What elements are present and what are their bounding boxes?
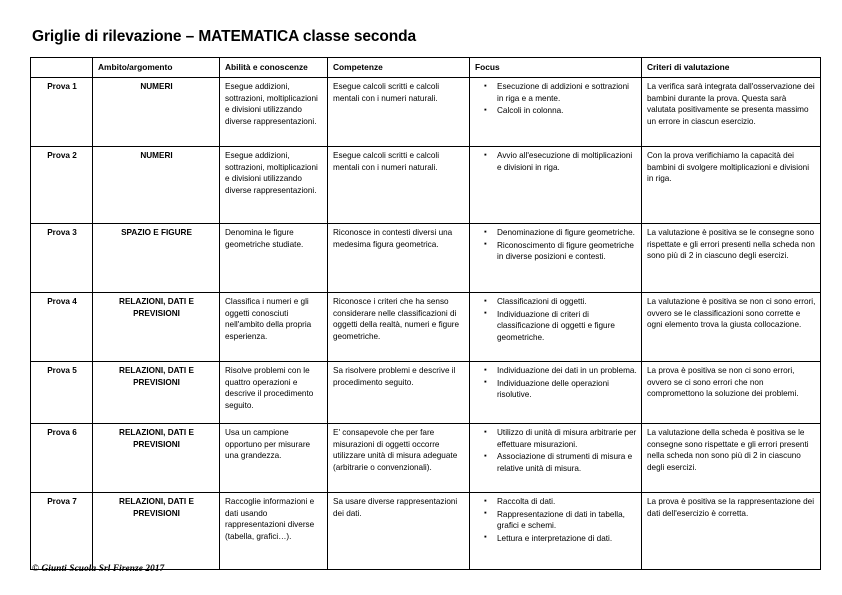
cell-text: Sa risolvere problemi e descrive il procedimento seguito. xyxy=(333,366,456,387)
table-row xyxy=(31,78,821,147)
focus-list xyxy=(475,150,637,173)
cell-text: La valutazione della scheda è positiva se le consegne sono rispettate e gli errori presenti nella scheda non sono più di 2 in ciascuno degli esercizi. xyxy=(647,428,809,472)
cell-criteri xyxy=(642,147,821,224)
cell-abilita xyxy=(220,78,328,147)
page-title: Griglie di rilevazione – MATEMATICA classe seconda xyxy=(32,28,417,45)
column-header-abilita: Abilità e conoscenze xyxy=(220,58,328,78)
focus-list xyxy=(475,296,637,344)
cell-text: Esegue addizioni, sottrazioni, moltiplicazioni e divisioni utilizzando diverse rappresentazioni. xyxy=(225,82,318,126)
list-item: ▪ Rappresentazione di dati in tabella, grafici e schemi. xyxy=(497,509,637,532)
table-row xyxy=(31,424,821,493)
cell-focus xyxy=(470,424,642,493)
cell-competenze xyxy=(328,147,470,224)
cell-focus xyxy=(470,224,642,293)
cell-text: Classifica i numeri e gli oggetti conosciuti nell'ambito della propria esperienza. xyxy=(225,297,312,341)
cell-text: E' consapevole che per fare misurazioni di oggetti occorre utilizzare unità di misura adeguate (arbitrarie o convenzionali). xyxy=(333,428,458,472)
cell-ambito: RELAZIONI, DATI E PREVISIONI xyxy=(93,493,220,570)
list-item: ▪ Riconoscimento di figure geometriche in diverse posizioni e contesti. xyxy=(497,240,637,263)
cell-text: Esegue calcoli scritti e calcoli mentali con i numeri naturali. xyxy=(333,82,440,103)
cell-text: Esegue calcoli scritti e calcoli mentali con i numeri naturali. xyxy=(333,151,440,172)
table-row xyxy=(31,224,821,293)
cell-text: Esegue addizioni, sottrazioni, moltiplicazioni e divisioni utilizzando diverse rappresentazioni. xyxy=(225,151,318,195)
list-item: ▪ Calcoli in colonna. xyxy=(497,105,637,117)
cell-abilita xyxy=(220,147,328,224)
list-item: ▪ Utilizzo di unità di misura arbitrarie per effettuare misurazioni. xyxy=(497,427,637,450)
table-header-row xyxy=(31,58,821,78)
cell-prova: Prova 6 xyxy=(31,424,93,493)
cell-ambito: NUMERI xyxy=(93,78,220,147)
cell-text: La prova è positiva se la rappresentazione dei dati dell'esercizio è corretta. xyxy=(647,497,815,518)
footer-copyright: © Giunti Scuola Srl Firenze 2017 xyxy=(32,563,165,573)
column-header-focus: Focus xyxy=(470,58,642,78)
list-item: ▪ Denominazione di figure geometriche. xyxy=(497,227,637,239)
column-header-criteri: Criteri di valutazione xyxy=(642,58,821,78)
cell-competenze xyxy=(328,493,470,570)
cell-ambito: RELAZIONI, DATI E PREVISIONI xyxy=(93,293,220,362)
cell-abilita xyxy=(220,362,328,424)
cell-competenze xyxy=(328,78,470,147)
focus-list xyxy=(475,81,637,117)
focus-list xyxy=(475,496,637,545)
table-row xyxy=(31,493,821,570)
column-header-competenze: Competenze xyxy=(328,58,470,78)
list-item: ▪ Individuazione di criteri di classificazione di oggetti e figure geometriche. xyxy=(497,309,637,344)
cell-abilita xyxy=(220,293,328,362)
cell-text: Denomina le figure geometriche studiate. xyxy=(225,228,304,249)
focus-list xyxy=(475,427,637,475)
assessment-grid-table xyxy=(30,57,821,570)
list-item: ▪ Individuazione dei dati in un problema. xyxy=(497,365,637,377)
list-item: ▪ Individuazione delle operazioni risolutive. xyxy=(497,378,637,401)
cell-text: La verifica sarà integrata dall'osservazione dei bambini durante la prova. Questa sarà valutata positivamente se presenta massimo un errore in ciascun esercizio. xyxy=(647,82,815,126)
table-body xyxy=(31,78,821,570)
cell-ambito: RELAZIONI, DATI E PREVISIONI xyxy=(93,362,220,424)
cell-text: Con la prova verifichiamo la capacità dei bambini di svolgere moltiplicazioni e divisioni in riga. xyxy=(647,151,810,184)
list-item: ▪ Lettura e interpretazione di dati. xyxy=(497,533,637,545)
cell-text: Sa usare diverse rappresentazioni dei dati. xyxy=(333,497,458,518)
list-item: ▪ Classificazioni di oggetti. xyxy=(497,296,637,308)
list-item: ▪ Associazione di strumenti di misura e relative unità di misura. xyxy=(497,451,637,474)
cell-competenze xyxy=(328,224,470,293)
list-item: ▪ Esecuzione di addizioni e sottrazioni in riga e a mente. xyxy=(497,81,637,104)
cell-focus xyxy=(470,293,642,362)
focus-list xyxy=(475,227,637,263)
cell-text: La prova è positiva se non ci sono errori, ovvero se ci sono errori che non compromettono la soluzione dei problemi. xyxy=(647,366,799,399)
cell-criteri xyxy=(642,224,821,293)
cell-criteri xyxy=(642,293,821,362)
cell-text: Riconosce in contesti diversi una medesima figura geometrica. xyxy=(333,228,453,249)
cell-criteri xyxy=(642,362,821,424)
cell-abilita xyxy=(220,224,328,293)
cell-text: La valutazione è positiva se non ci sono errori, ovvero se le classificazioni sono corrette e ogni elemento trova la giusta collocazione. xyxy=(647,297,816,330)
cell-abilita xyxy=(220,493,328,570)
cell-text: Raccoglie informazioni e dati usando rappresentazioni diverse (tabella, grafici…). xyxy=(225,497,315,541)
table-header xyxy=(31,58,821,78)
focus-list xyxy=(475,365,637,401)
cell-focus xyxy=(470,147,642,224)
cell-criteri xyxy=(642,78,821,147)
table-row xyxy=(31,147,821,224)
cell-ambito: SPAZIO E FIGURE xyxy=(93,224,220,293)
cell-abilita xyxy=(220,424,328,493)
cell-criteri xyxy=(642,493,821,570)
cell-prova: Prova 5 xyxy=(31,362,93,424)
cell-competenze xyxy=(328,362,470,424)
cell-focus xyxy=(470,493,642,570)
cell-text: Risolve problemi con le quattro operazioni e descrive il procedimento seguito. xyxy=(225,366,314,410)
cell-criteri xyxy=(642,424,821,493)
cell-text: La valutazione è positiva se le consegne sono rispettate e gli errori presenti nella scheda non sono più di 2 in ciascuno degli esercizi. xyxy=(647,228,815,261)
cell-ambito: NUMERI xyxy=(93,147,220,224)
cell-competenze xyxy=(328,293,470,362)
cell-prova: Prova 1 xyxy=(31,78,93,147)
cell-focus xyxy=(470,78,642,147)
cell-ambito: RELAZIONI, DATI E PREVISIONI xyxy=(93,424,220,493)
cell-focus xyxy=(470,362,642,424)
list-item: ▪ Raccolta di dati. xyxy=(497,496,637,508)
cell-text: Riconosce i criteri che ha senso considerare nelle classificazioni di oggetti della realtà, numeri e figure geometriche. xyxy=(333,297,460,341)
cell-prova: Prova 3 xyxy=(31,224,93,293)
cell-prova: Prova 2 xyxy=(31,147,93,224)
list-item: ▪ Avvio all'esecuzione di moltiplicazioni e divisioni in riga. xyxy=(497,150,637,173)
column-header-prova xyxy=(31,58,93,78)
table-row xyxy=(31,293,821,362)
table-row xyxy=(31,362,821,424)
column-header-ambito: Ambito/argomento xyxy=(93,58,220,78)
cell-prova: Prova 4 xyxy=(31,293,93,362)
cell-competenze xyxy=(328,424,470,493)
cell-prova: Prova 7 xyxy=(31,493,93,570)
cell-text: Usa un campione opportuno per misurare una grandezza. xyxy=(225,428,311,461)
